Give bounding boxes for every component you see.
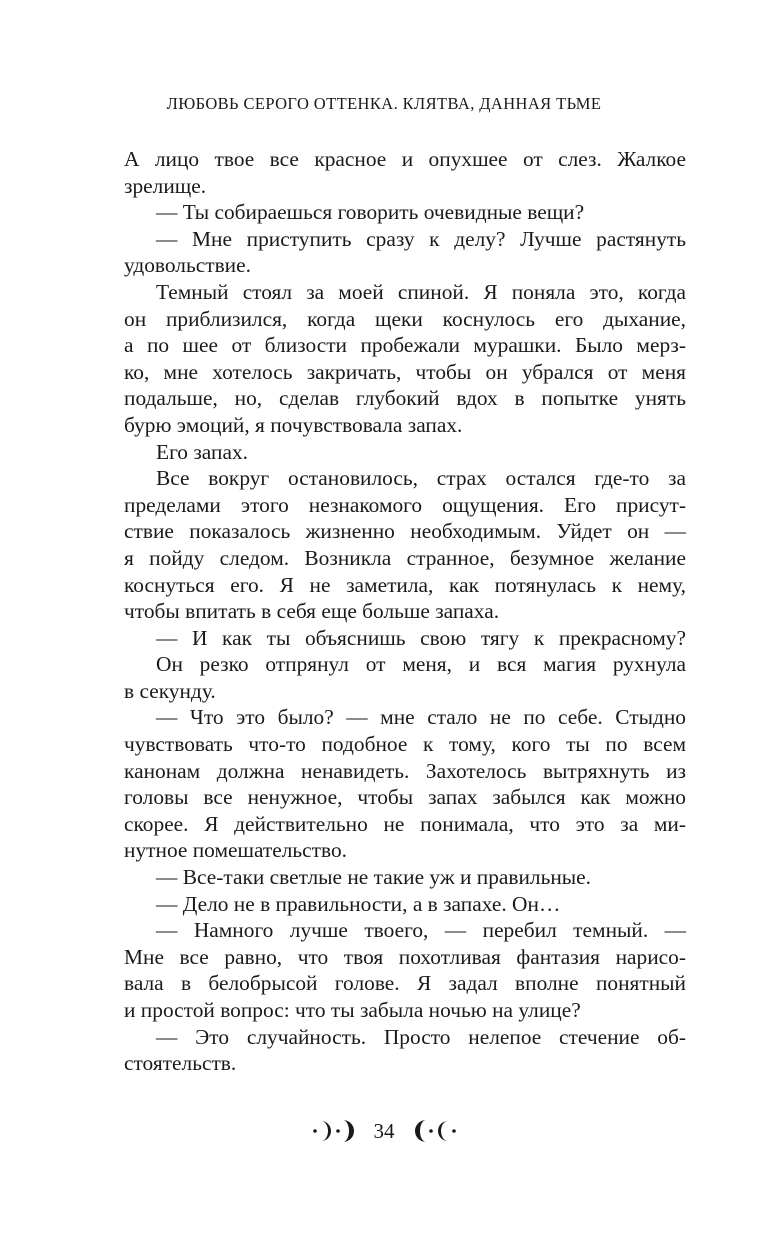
page-footer	[0, 1116, 768, 1146]
text-line: я пойду следом. Возникла странное, безумное желание	[124, 545, 686, 570]
page-number: 34	[373, 1119, 395, 1143]
text-line: зрелище.	[124, 173, 207, 198]
text-line: скорее. Я действительно не понимала, что это за ми-	[124, 811, 686, 836]
text-line: Его запах.	[156, 439, 248, 464]
text-line: пределами этого незнакомого ощущения. Его присут-	[124, 492, 686, 517]
body-text	[124, 146, 686, 1077]
text-line: — Мне приступить сразу к делу? Лучше растянуть	[156, 226, 686, 251]
text-line: — Намного лучше твоего, — перебил темный. —	[156, 918, 686, 943]
text-line: а по шее от близости пробежали мурашки. Было мерз-	[124, 333, 686, 358]
text-line: удовольствие.	[124, 253, 251, 278]
text-line: чувствовать что-то подобное к тому, кого ты по всем	[124, 732, 686, 757]
text-line: — Ты собираешься говорить очевидные вещи?	[156, 200, 585, 225]
waning-moons-icon	[409, 1117, 457, 1145]
text-line: Он резко отпрянул от меня, и вся магия рухнула	[156, 652, 686, 677]
text-line: бурю эмоций, я почувствовала запах.	[124, 412, 463, 437]
text-line: А лицо твое все красное и опухшее от слез. Жалкое	[124, 147, 686, 171]
text-line: он приблизился, когда щеки коснулось его дыхание,	[124, 306, 686, 331]
text-line: головы все ненужное, чтобы запах забылся как можно	[124, 785, 686, 810]
text-line: ствие показалось жизненно необходимым. Уйдет он —	[124, 519, 686, 544]
text-line: Мне все равно, что твоя похотливая фантазия нарисо-	[124, 944, 686, 969]
text-line: нутное помешательство.	[124, 838, 348, 863]
text-line: коснуться его. Я не заметила, как потянулась к нему,	[124, 572, 686, 597]
text-line: Все вокруг остановилось, страх остался где-то за	[156, 466, 686, 491]
text-line: ко, мне хотелось закричать, чтобы он убрался от меня	[124, 359, 686, 384]
text-line: и простой вопрос: что ты забыла ночью на улице?	[124, 998, 581, 1022]
text-line: — Дело не в правильности, а в запахе. Он…	[156, 891, 561, 916]
text-line: чтобы впитать в себя еще больше запаха.	[124, 599, 500, 624]
text-line: Темный стоял за моей спиной. Я поняла это, когда	[156, 279, 686, 304]
waxing-moons-icon	[312, 1117, 360, 1145]
text-line: в секунду.	[124, 678, 216, 703]
text-line: стоятельств.	[124, 1051, 237, 1076]
text-line: — Что это было? — мне стало не по себе. Стыдно	[156, 705, 686, 730]
text-line: канонам должна ненавидеть. Захотелось вытряхнуть из	[124, 758, 686, 783]
text-line: вала в белобрысой голове. Я задал вполне понятный	[124, 971, 686, 996]
text-line: — Все-таки светлые не такие уж и правильные.	[156, 865, 592, 890]
text-line: — Это случайность. Просто нелепое стечение об-	[156, 1024, 686, 1049]
running-header: ЛЮБОВЬ СЕРОГО ОТТЕНКА. КЛЯТВА, ДАННАЯ ТЬМЕ	[166, 94, 602, 113]
text-line: подальше, но, сделав глубокий вдох в попытке унять	[124, 386, 686, 411]
text-line: — И как ты объяснишь свою тягу к прекрасному?	[156, 625, 686, 650]
